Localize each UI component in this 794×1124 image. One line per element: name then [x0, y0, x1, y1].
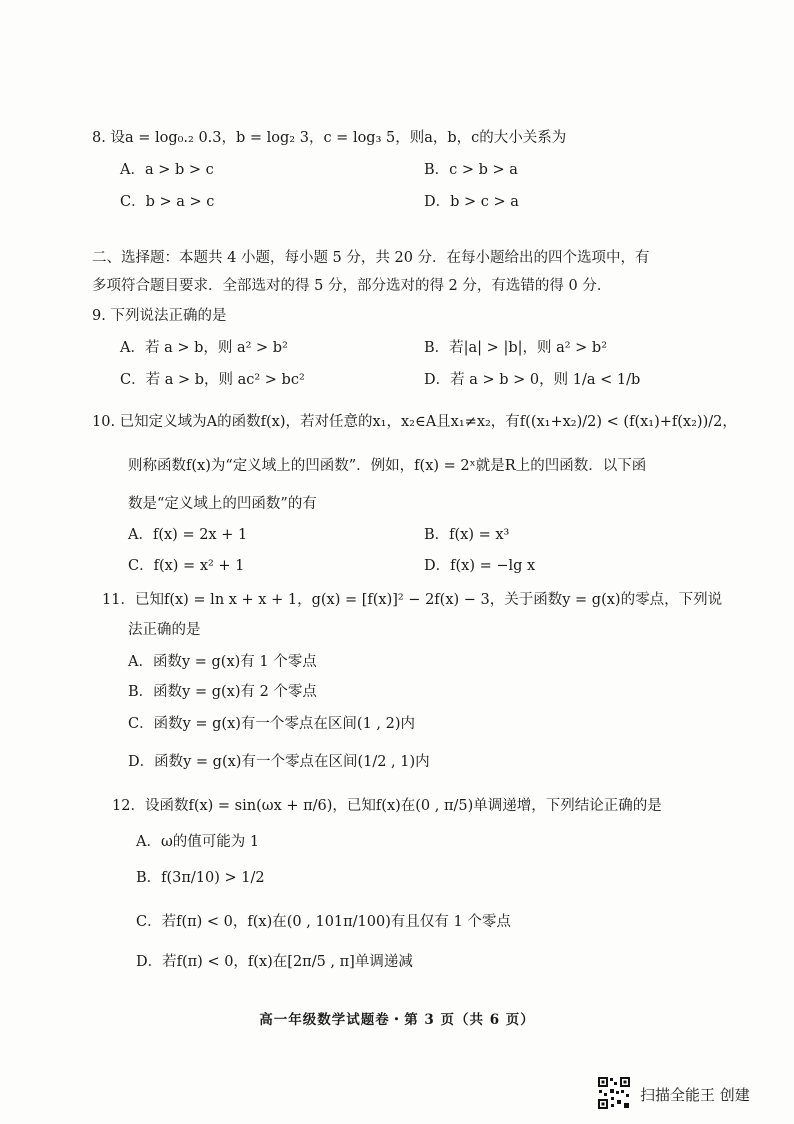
q9-option-d: D．若 a > b > 0，则 1/a < 1/b	[424, 372, 641, 388]
q11-line1: 11．已知f(x) = ln x + x + 1，g(x) = [f(x)]² − 2f(x) − 3，关于函数y = g(x)的零点，下列说	[102, 592, 723, 608]
q8-option-b: B．c > b > a	[424, 162, 518, 178]
q11-option-d: D．函数y = g(x)有一个零点在区间(1/2 , 1)内	[128, 754, 430, 770]
q9-option-a: A．若 a > b，则 a² > b²	[120, 340, 288, 356]
q12-option-b: B．f(3π/10) > 1/2	[136, 870, 265, 886]
section2-line2: 多项符合题目要求．全部选对的得 5 分，部分选对的得 2 分，有选错的得 0 分．	[92, 278, 612, 294]
q10-option-d: D．f(x) = −lg x	[424, 558, 536, 574]
q12-option-d: D．若f(π) < 0，f(x)在[2π/5 , π]单调递减	[136, 954, 413, 970]
q9-stem: 9. 下列说法正确的是	[92, 308, 227, 324]
q11-option-a: A．函数y = g(x)有 1 个零点	[128, 654, 317, 670]
q8-option-d: D．b > c > a	[424, 194, 519, 210]
q10-option-a: A．f(x) = 2x + 1	[128, 527, 248, 543]
q12-option-c: C．若f(π) < 0，f(x)在(0 , 101π/100)有且仅有 1 个零点	[136, 914, 511, 930]
q8-option-c: C．b > a > c	[120, 194, 215, 210]
q12-option-a: A．ω的值可能为 1	[136, 834, 260, 850]
q10-option-c: C．f(x) = x² + 1	[128, 558, 245, 574]
q10-line3: 数是“定义域上的凹函数”的有	[128, 496, 317, 512]
q11-option-b: B．函数y = g(x)有 2 个零点	[128, 684, 317, 700]
scanner-brand-label: 扫描全能王 创建	[640, 1086, 750, 1104]
q11-option-c: C．函数y = g(x)有一个零点在区间(1 , 2)内	[128, 716, 416, 732]
q9-option-b: B．若|a| > |b|，则 a² > b²	[424, 340, 608, 356]
q9-option-c: C．若 a > b，则 ac² > bc²	[120, 372, 305, 388]
section2-line1: 二、选择题：本题共 4 小题，每小题 5 分，共 20 分．在每小题给出的四个选项中，有	[92, 250, 650, 266]
q10-option-b: B．f(x) = x³	[424, 527, 510, 543]
page-footer: 高一年级数学试题卷・第 3 页（共 6 页）	[259, 1012, 535, 1028]
q10-line1: 10. 已知定义域为A的函数f(x)，若对任意的x₁，x₂∈A且x₁≠x₂，有f((x₁+x₂)/2) < (f(x₁)+f(x₂))/2，	[92, 414, 737, 430]
q8-stem: 8. 设a = log₀.₂ 0.3，b = log₂ 3，c = log₃ 5，则a，b，c的大小关系为	[92, 130, 567, 146]
qr-code-icon	[597, 1076, 631, 1110]
q10-line2: 则称函数f(x)为“定义域上的凹函数”．例如，f(x) = 2ˣ就是R上的凹函数．以下函	[128, 458, 647, 474]
q8-option-a: A．a > b > c	[120, 162, 214, 178]
q11-line2: 法正确的是	[128, 622, 201, 638]
q12-stem: 12．设函数f(x) = sin(ωx + π/6)，已知f(x)在(0 , π/5)单调递增，下列结论正确的是	[112, 798, 662, 814]
